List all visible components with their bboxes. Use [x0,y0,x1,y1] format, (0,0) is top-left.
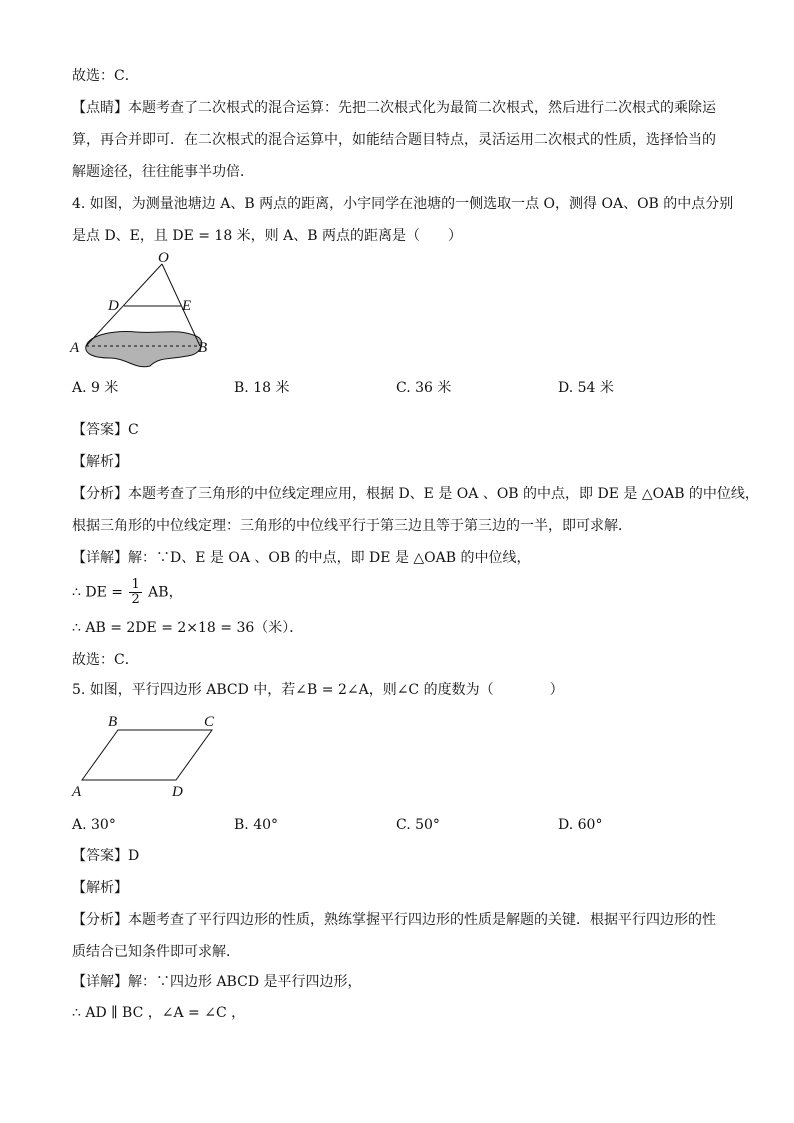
label-a: A [70,340,80,356]
label-d: D [172,784,183,800]
q4-option-d: D. 54 米 [558,380,614,396]
pond-shape [86,332,202,367]
q4-option-a: A. 9 米 [72,380,119,396]
label-d: D [108,298,119,314]
eq1-suffix: AB， [148,584,183,601]
equation-de-half-ab [72,578,732,607]
label-b: B [198,340,208,356]
parallelogram-figure [66,710,226,802]
conclusion-line: 故选：C． [72,68,139,84]
equation-parallel: ∴ AD ∥ BC ，∠A = ∠C ， [72,1005,246,1021]
fraction-denominator: 2 [131,592,140,607]
fraction-one-half [129,578,141,607]
detail-4-line-1: 【详解】解：∵D、E 是 OA 、OB 的中点，即 DE 是 △OAB 的中位线， [72,550,531,566]
comment-line-2: 算，再合并即可．在二次根式的混合运算中，如能结合题目特点，灵活运用二次根式的性质，选择恰当的 [72,132,716,148]
answer-5: 【答案】D [72,848,140,864]
comment-line-3: 解题途径，往往能事半功倍． [72,164,254,180]
answer-4: 【答案】C [72,422,139,438]
label-e: E [182,298,192,314]
analysis-5-line-2: 质结合已知条件即可求解． [72,944,240,960]
detail-5-line-1: 【详解】解：∵四边形 ABCD 是平行四边形， [72,974,362,990]
question-4-line-2: 是点 D、E，且 DE = 18 米，则 A、B 两点的距离是（ ） [72,228,462,244]
q4-option-b: B. 18 米 [234,380,290,396]
pond-triangle-figure [66,250,226,375]
q5-option-a: A. 30° [72,817,116,833]
q4-option-c: C. 36 米 [396,380,452,396]
analysis-5-line-1: 【分析】本题考查了平行四边形的性质，熟练掌握平行四边形的性质是解题的关键．根据平行四边形的性 [72,912,716,928]
parallelogram-abcd [82,730,212,780]
conclusion-4: 故选：C． [72,652,139,668]
label-o: O [158,250,169,266]
label-a: A [72,784,82,800]
analysis-4-line-1: 【分析】本题考查了三角形的中位线定理应用，根据 D、E 是 OA 、OB 的中点，即 DE 是 △OAB 的中位线， [72,486,759,502]
question-4-line-1: 4. 如图，为测量池塘边 A、B 两点的距离，小宇同学在池塘的一侧选取一点 O，测得 OA、OB 的中点分别 [72,196,734,212]
label-b: B [108,714,118,730]
question-5: 5. 如图，平行四边形 ABCD 中，若∠B = 2∠A，则∠C 的度数为（ ） [72,682,564,698]
equation-ab-value: ∴ AB = 2DE = 2×18 = 36（米）． [72,620,304,636]
q5-option-c: C. 50° [396,817,440,833]
eq1-prefix: ∴ DE = [72,584,123,601]
label-c: C [204,714,215,730]
comment-line-1: 【点睛】本题考查了二次根式的混合运算：先把二次根式化为最简二次根式，然后进行二次根式的乘除运 [72,100,716,116]
analysis-heading-4: 【解析】 [72,454,128,470]
q5-option-b: B. 40° [234,817,279,833]
analysis-heading-5: 【解析】 [72,880,128,896]
fraction-numerator: 1 [131,577,140,592]
q5-option-d: D. 60° [558,817,603,833]
analysis-4-line-2: 根据三角形的中位线定理：三角形的中位线平行于第三边且等于第三边的一半，即可求解． [72,518,632,534]
